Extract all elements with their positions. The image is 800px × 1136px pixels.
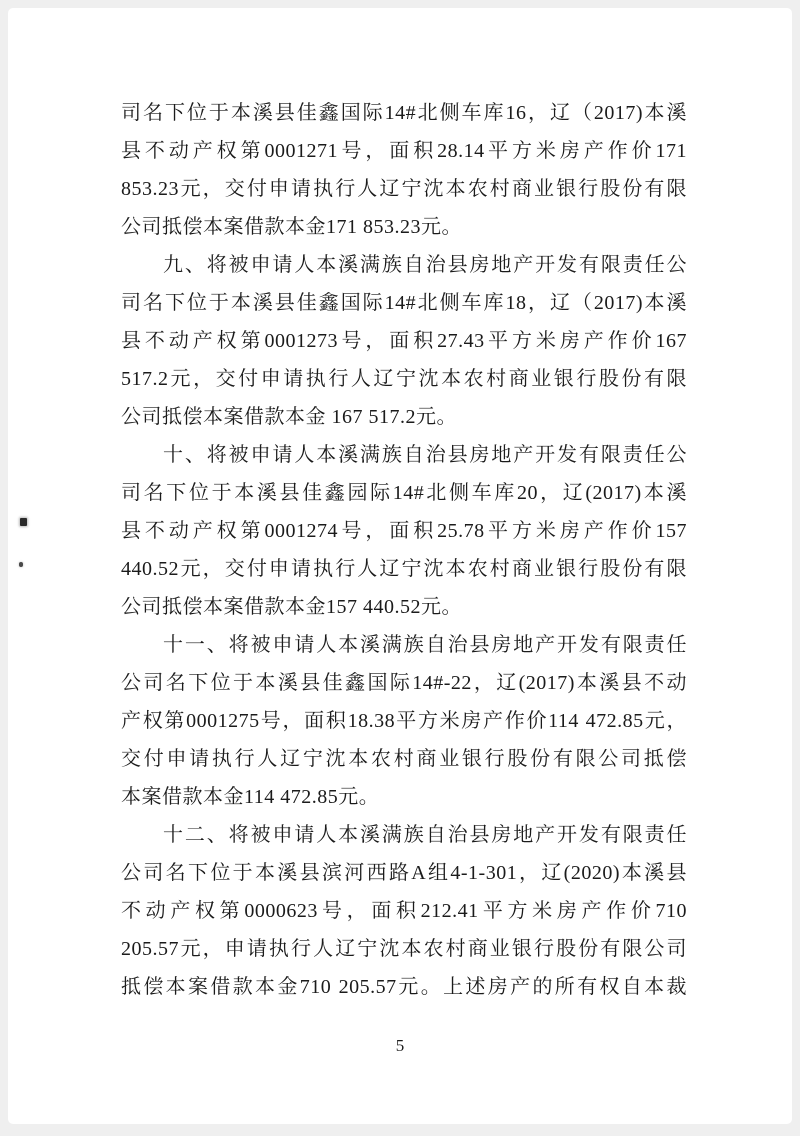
item-10 [121,436,687,626]
text-line: 交付申请执行人辽宁沈本农村商业银行股份有限公司抵偿 [121,748,687,770]
text-line: 517.2元，交付申请执行人辽宁沈本农村商业银行股份有限 [121,368,687,390]
text-line: 440.52元，交付申请执行人辽宁沈本农村商业银行股份有限 [121,558,687,580]
text-line: 十二、将被申请人本溪满族自治县房地产开发有限责任 [163,824,687,846]
text-line: 抵偿本案借款本金710 205.57元。上述房产的所有权自本裁 [121,976,687,998]
text-line: 司名下位于本溪县佳鑫国际14#北侧车库16，辽（2017)本溪 [121,102,687,124]
text-line: 205.57元，申请执行人辽宁沈本农村商业银行股份有限公司 [121,938,687,960]
text-line: 九、将被申请人本溪满族自治县房地产开发有限责任公 [163,254,687,276]
item-9 [121,246,687,436]
text-line: 公司名下位于本溪县佳鑫国际14#-22，辽(2017)本溪县不动 [121,672,687,694]
text-line: 十、将被申请人本溪满族自治县房地产开发有限责任公 [163,444,687,466]
text-line: 本案借款本金114 472.85元。 [121,786,380,808]
text-line: 县不动产权第0001274号，面积25.78平方米房产作价157 [121,520,687,542]
text-line: 公司抵偿本案借款本金 167 517.2元。 [121,406,457,428]
page-number: 5 [395,1036,405,1055]
scan-artifact-speck-1 [20,518,27,526]
scan-artifact-speck-2 [19,562,23,567]
text-line: 公司抵偿本案借款本金157 440.52元。 [121,596,462,618]
text-line: 公司名下位于本溪县滨河西路A组4-1-301，辽(2020)本溪县 [121,862,687,884]
text-block [121,94,687,1006]
text-line: 县不动产权第0001273号，面积27.43平方米房产作价167 [121,330,687,352]
text-line: 司名下位于本溪县佳鑫国际14#北侧车库18，辽（2017)本溪 [121,292,687,314]
item-11 [121,626,687,816]
item-8-continuation [121,94,687,246]
text-line: 十一、将被申请人本溪满族自治县房地产开发有限责任 [163,634,687,656]
document-page [8,8,792,1124]
text-line: 公司抵偿本案借款本金171 853.23元。 [121,216,462,238]
text-line: 853.23元，交付申请执行人辽宁沈本农村商业银行股份有限 [121,178,687,200]
text-line: 司名下位于本溪县佳鑫园际14#北侧车库20，辽(2017)本溪 [121,482,687,504]
text-line: 产权第0001275号，面积18.38平方米房产作价114 472.85元， [121,710,687,732]
text-line: 县不动产权第0001271号，面积28.14平方米房产作价171 [121,140,687,162]
item-12 [121,816,687,1006]
text-line: 不动产权第0000623号，面积212.41平方米房产作价710 [121,900,687,922]
